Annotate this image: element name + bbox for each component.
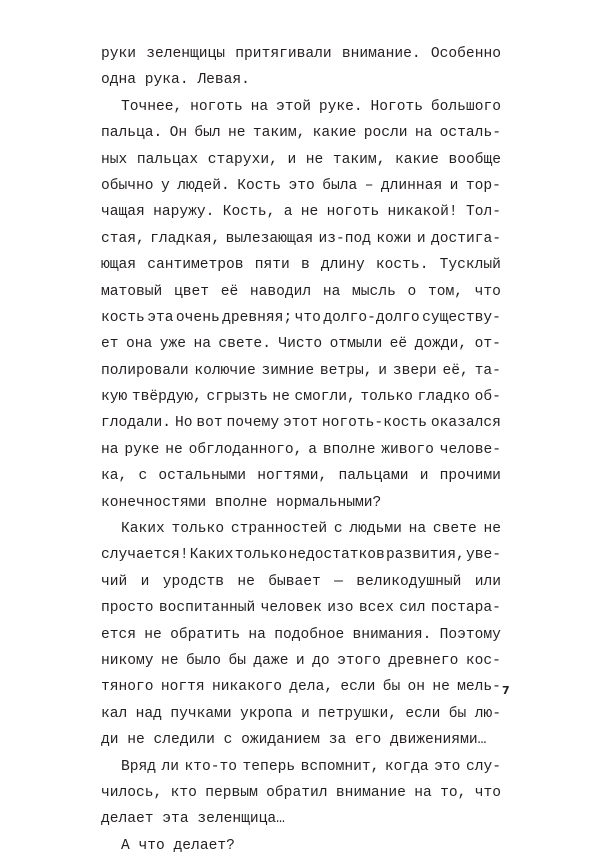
paragraph: [101, 754, 501, 833]
text-line: кую твёрдую, сгрызть не смогли, только гладко об-: [101, 389, 501, 406]
text-line: на руке не обглоданного, а вполне живого челове-: [101, 441, 501, 458]
text-line: кость эта очень древняя; что долго-долго существу-: [101, 309, 501, 326]
text-line: чащая наружу. Кость, а не ноготь никакой! Тол-: [101, 204, 501, 221]
text-line: стая, гладкая, вылезающая из-под кожи и достига-: [101, 230, 501, 247]
text-line: кал над пучками укропа и петрушки, если бы лю-: [101, 705, 501, 722]
text-line: руки зеленщицы притягивали внимание. Особенно: [101, 46, 501, 62]
text-line: ется не обратить на подобное внимания. Поэтому: [101, 626, 501, 643]
text-line: случается! Каких только недостатков развития, уве-: [101, 547, 501, 564]
text-line: ет она уже на свете. Чисто отмыли её дожди, от-: [101, 336, 501, 353]
text-line: делает эта зеленщица…: [101, 811, 285, 828]
text-line: одна рука. Левая.: [101, 72, 250, 89]
body-text: [101, 41, 501, 859]
text-line: пальца. Он был не таким, какие росли на осталь-: [101, 125, 501, 142]
page-number: 7: [502, 684, 510, 697]
text-line: конечностями вполне нормальными?: [101, 494, 382, 511]
text-line: глодали. Но вот почему этот ноготь-кость оказался: [101, 415, 501, 432]
text-line: Вряд ли кто-то теперь вспомнит, когда это слу-: [121, 758, 501, 775]
paragraph: [101, 833, 501, 859]
text-line: обычно у людей. Кость это была – длинная и тор-: [101, 177, 501, 194]
text-line: никому не было бы даже и до этого древнего кос-: [101, 652, 501, 669]
text-line: А что делает?: [121, 837, 235, 854]
text-line: чилось, кто первым обратил внимание на то, что: [101, 784, 501, 801]
text-line: ных пальцах старухи, и не таким, какие вообще: [101, 151, 501, 168]
text-line: Точнее, ноготь на этой руке. Ноготь большого: [121, 98, 501, 115]
text-line: матовый цвет её наводил на мысль о том, что: [101, 283, 501, 300]
text-line: чий и уродств не бывает — великодушный или: [101, 573, 501, 590]
paragraph: [101, 41, 501, 94]
text-line: ди не следили с ожиданием за его движениями…: [101, 732, 487, 749]
paragraph: [101, 516, 501, 754]
text-line: тяного ногтя никакого дела, если бы он не мель-: [101, 679, 501, 696]
paragraph: [101, 94, 501, 516]
text-line: ющая сантиметров пяти в длину кость. Тусклый: [101, 257, 501, 274]
text-line: Каких только странностей с людьми на свете не: [121, 521, 501, 538]
text-line: ка, с остальными ногтями, пальцами и прочими: [101, 468, 501, 485]
text-line: полировали колючие зимние ветры, и звери её, та-: [101, 362, 501, 379]
text-line: просто воспитанный человек изо всех сил постара-: [101, 600, 501, 617]
